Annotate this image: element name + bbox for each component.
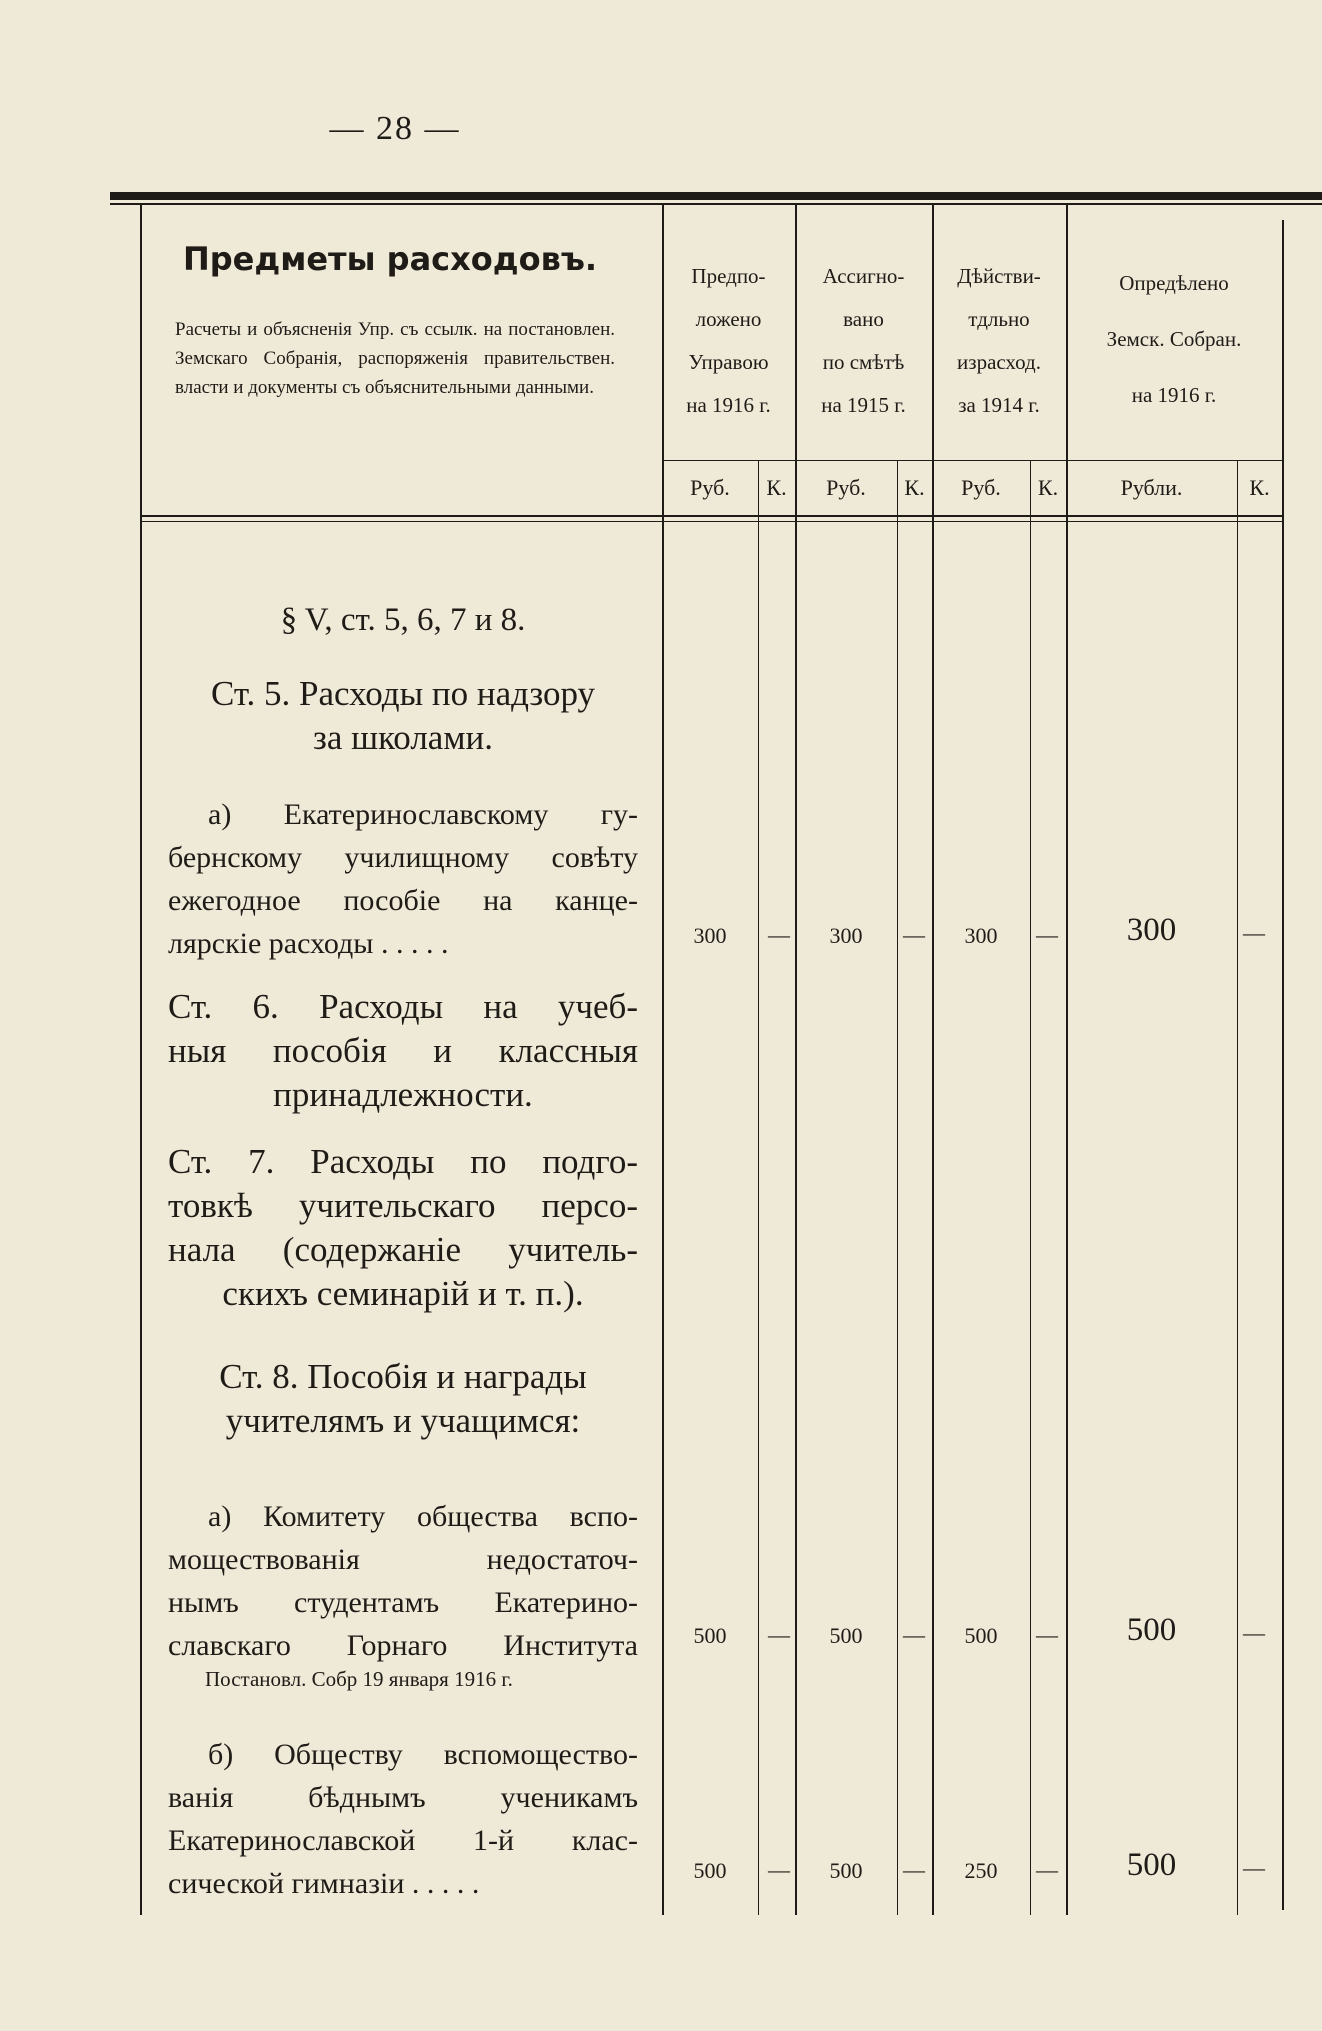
article-8a-text: а) Комитету общества вспо- моществованія недостаточ- нымъ студентамъ Екатерино- славскаго Горнаго Института — [168, 1500, 638, 1662]
column-divider-1 — [662, 205, 664, 1915]
unit-kop-3: К. — [1037, 475, 1059, 500]
unit-kop-2: К. — [904, 475, 925, 500]
value-8b-approved: 500 — [1126, 1847, 1177, 1883]
value-5a-assigned: 300 — [829, 923, 863, 948]
kop-divider-1 — [758, 460, 759, 1915]
unit-rub-2: Руб. — [826, 475, 866, 500]
value-8a-spent-kop: — — [1036, 1622, 1058, 1647]
table-left-border — [140, 205, 142, 1915]
kop-divider-4 — [1237, 460, 1238, 1915]
article-5a-text: а) Екатеринославскому гу- бернскому училищному совѣту ежегодное пособіе на канце- лярскіе расходы . . . . . — [168, 798, 638, 960]
column-divider-4 — [1066, 205, 1068, 1915]
value-5a-approved: 300 — [1126, 912, 1177, 948]
column-header-items: Предметы расходовъ. — [182, 240, 598, 278]
top-rule — [110, 192, 1322, 200]
value-8b-assigned: 500 — [829, 1858, 863, 1883]
value-8b-spent: 250 — [964, 1858, 998, 1883]
units-row-line — [662, 460, 1282, 461]
value-8a-approved-kop: — — [1243, 1620, 1265, 1645]
article-8-heading: Ст. 8. Пособія и награды учителямъ и учащимся: — [219, 1357, 587, 1440]
article-7-heading: Ст. 7. Расходы по подго- товкѣ учительскаго персо- нала (содержаніе учитель- скихъ семинарій и т. п.). — [168, 1142, 638, 1313]
value-8a-spent: 500 — [964, 1623, 998, 1648]
value-8b-assigned-kop: — — [903, 1857, 925, 1882]
value-8b-spent-kop: — — [1036, 1857, 1058, 1882]
unit-kop-4: К. — [1249, 475, 1270, 500]
section-heading: § V, ст. 5, 6, 7 и 8. — [280, 602, 526, 638]
article-8b-text: б) Обществу вспомощество- ванія бѣднымъ ученикамъ Екатеринославской 1-й клас- сической гимназіи . . . . . — [168, 1738, 638, 1900]
unit-rub-1: Руб. — [690, 475, 730, 500]
unit-kop-1: К. — [766, 475, 787, 500]
column-header-spent: Дѣйстви- тдльно израсход. за 1914 г. — [957, 264, 1041, 417]
column-divider-2 — [795, 205, 797, 1915]
value-8b-proposed: 500 — [693, 1858, 727, 1883]
value-8a-proposed: 500 — [693, 1623, 727, 1648]
value-8b-approved-kop: — — [1243, 1855, 1265, 1880]
column-header-assigned: Ассигно- вано по смѣтѣ на 1915 г. — [821, 264, 906, 417]
article-5-heading: Ст. 5. Расходы по надзору за школами. — [211, 674, 595, 757]
value-8a-assigned: 500 — [829, 1623, 863, 1648]
value-8a-approved: 500 — [1126, 1612, 1177, 1648]
value-8b-proposed-kop: — — [768, 1857, 790, 1882]
value-5a-proposed: 300 — [693, 923, 727, 948]
kop-divider-3 — [1030, 460, 1031, 1915]
value-5a-assigned-kop: — — [903, 922, 925, 947]
value-5a-spent-kop: — — [1036, 922, 1058, 947]
column-header-approved: Опредѣлено Земск. Собран. на 1916 г. — [1106, 271, 1242, 407]
value-5a-spent: 300 — [964, 923, 998, 948]
header-bottom-rule — [140, 515, 1282, 517]
value-5a-proposed-kop: — — [768, 922, 790, 947]
header-bottom-rule-2 — [140, 521, 1282, 522]
kop-divider-2 — [897, 460, 898, 1915]
article-8a-note: Постановл. Собр 19 января 1916 г. — [205, 1667, 513, 1691]
table-right-border — [1282, 220, 1284, 1910]
article-6-heading: Ст. 6. Расходы на учеб- ныя пособія и классныя принадлежности. — [168, 987, 638, 1114]
value-5a-approved-kop: — — [1243, 920, 1265, 945]
value-8a-assigned-kop: — — [903, 1622, 925, 1647]
value-8a-proposed-kop: — — [768, 1622, 790, 1647]
top-rule-thin — [110, 203, 1322, 205]
page-number: — 28 — — [329, 110, 461, 147]
unit-rubli-4: Рубли. — [1120, 475, 1183, 500]
column-header-proposed: Предпо- ложено Управою на 1916 г. — [686, 264, 771, 417]
column-header-description: Расчеты и объясненія Упр. съ ссылк. на постановлен. Земскаго Собранія, распоряженія правительствен. власти и документы съ объяснительными данными. — [175, 319, 615, 398]
unit-rub-3: Руб. — [961, 475, 1001, 500]
column-divider-3 — [932, 205, 934, 1915]
